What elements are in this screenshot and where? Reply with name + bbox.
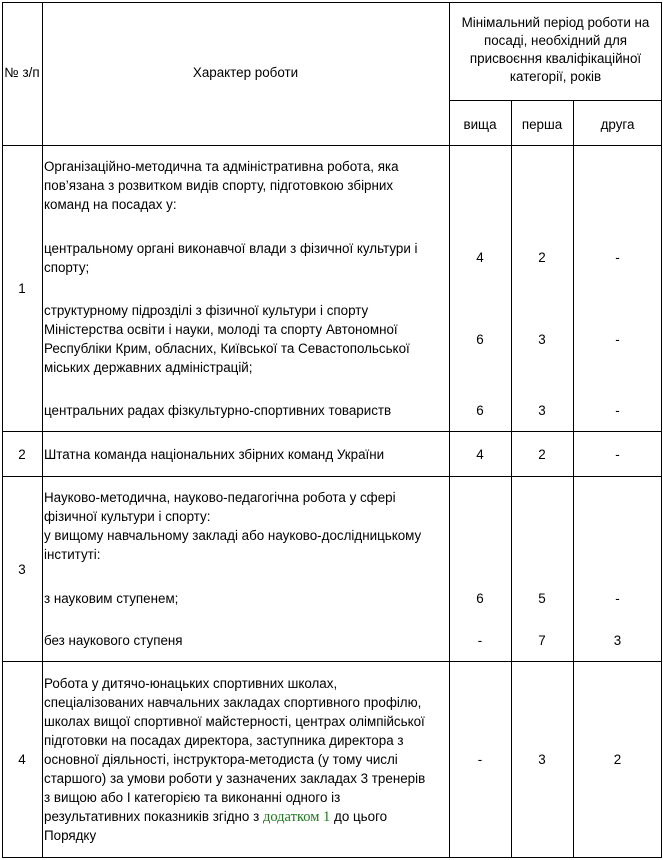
row1-b-line-2: Міністерства освіти і науки, молоді та спорту Автономної: [44, 322, 398, 337]
row1-c-line-1: центральних радах фізкультурно-спортивних товариств: [44, 403, 392, 418]
row1-c-persha: 3: [538, 403, 546, 418]
row3-intro-line-2: фізичної культури і спорту:: [44, 509, 211, 524]
header-work: Характер роботи: [192, 65, 299, 80]
row4-line-5: основної діяльності, інструктора-методиста (у тому числі: [44, 752, 398, 767]
row4-line-8-prefix: результативних показників згідно з: [44, 809, 263, 824]
table-border-top: [2, 2, 662, 3]
row2-num: 2: [18, 447, 26, 462]
row1-c-vyshcha: 6: [476, 403, 484, 418]
header-druha: друга: [600, 117, 635, 132]
row1-b-line-1: структурному підрозділі з фізичної культури і спорту: [44, 303, 369, 318]
row4-line-1: Робота у дитячо-юнацьких спортивних школах,: [44, 676, 338, 691]
col-divider-3: [511, 100, 512, 858]
row1-a-persha: 2: [538, 250, 546, 265]
row4-persha: 3: [538, 752, 546, 767]
row3-a-persha: 5: [538, 591, 546, 606]
row1-a-vyshcha: 4: [476, 250, 484, 265]
row4-line-8-suffix: до цього: [330, 809, 388, 824]
row1-intro-line-2: пов’язана з розвитком видів спорту, підготовкою збірних: [44, 178, 394, 193]
header-period-line-2: посаді, необхідний для: [483, 33, 628, 48]
row4-line-4: підготовки на посадах директора, заступника директора з: [44, 733, 404, 748]
header-num: № з/п: [4, 65, 40, 80]
row1-intro-line-1: Організаційно-методична та адміністративна робота, яка: [44, 159, 399, 174]
header-persha: перша: [521, 117, 563, 132]
row3-bottom: [2, 661, 662, 662]
row1-intro-line-3: команд на посадах у:: [44, 197, 177, 212]
row4-line-9: Порядку: [44, 828, 97, 843]
row3-intro-line-1: Науково-методична, науково-педагогічна робота у сфері: [44, 490, 396, 505]
row3-intro-line-4: інституті:: [44, 547, 101, 562]
row2-druha: -: [615, 447, 620, 462]
row1-b-line-3: Республіки Крим, обласних, Київської та Севастопольської: [44, 341, 410, 356]
row4-druha: 2: [613, 752, 622, 767]
row1-b-druha: -: [615, 332, 620, 347]
row4-vyshcha: -: [477, 752, 483, 767]
header-divider: [449, 100, 662, 101]
header-bottom: [2, 145, 662, 146]
row1-a-druha: -: [615, 250, 620, 265]
col-divider-1: [42, 2, 43, 858]
table-border-bottom: [2, 857, 662, 858]
row1-b-line-4: міських державних адміністрацій;: [44, 360, 253, 375]
row1-num: 1: [18, 281, 26, 296]
header-period-line-3: присвоєння кваліфікаційної: [469, 51, 642, 66]
row4-line-6: старшого) за умови роботи у зазначених закладах 3 тренерів: [44, 771, 426, 786]
row1-b-vyshcha: 6: [476, 332, 484, 347]
row3-b-text: без наукового ступеня: [44, 633, 183, 648]
col-divider-4: [573, 100, 574, 858]
row2-text: Штатна команда національних збірних команд України: [44, 447, 385, 462]
row3-num: 3: [18, 562, 26, 577]
row3-b-druha: 3: [613, 633, 622, 648]
table-border-left: [2, 2, 3, 858]
row4-line-2: спеціалізованих навчальних закладах спортивного профілю,: [44, 695, 422, 710]
row2-bottom: [2, 476, 662, 477]
row3-a-vyshcha: 6: [476, 591, 484, 606]
row1-a-line-2: спорту;: [44, 260, 90, 275]
row4-num: 4: [18, 752, 26, 767]
row2-vyshcha: 4: [476, 447, 484, 462]
row4-line-7: з вищою або І категорією та виконанні одного із: [44, 790, 341, 805]
row1-c-druha: -: [615, 403, 620, 418]
row1-b-persha: 3: [538, 332, 546, 347]
appendix-1-link[interactable]: додатком 1: [262, 809, 331, 825]
row3-a-druha: -: [615, 591, 620, 606]
row2-persha: 2: [538, 447, 546, 462]
row1-a-line-1: центральному органі виконавчої влади з фізичної культури і: [44, 241, 418, 256]
header-period-line-1: Мінімальний період роботи на: [461, 15, 650, 30]
row3-intro-line-3: у вищому навчальному закладі або науково-дослідницькому: [44, 528, 422, 543]
row3-b-persha: 7: [538, 633, 546, 648]
header-vyshcha: вища: [463, 117, 497, 132]
header-period-line-4: категорії, років: [509, 69, 602, 84]
row1-bottom: [2, 431, 662, 432]
row3-b-vyshcha: -: [477, 633, 483, 648]
row4-line-3: школах вищої спортивної майстерності, центрах олімпійської: [44, 714, 425, 729]
row4-line-8: [44, 808, 387, 826]
row3-a-text: з науковим ступенем;: [44, 591, 179, 606]
